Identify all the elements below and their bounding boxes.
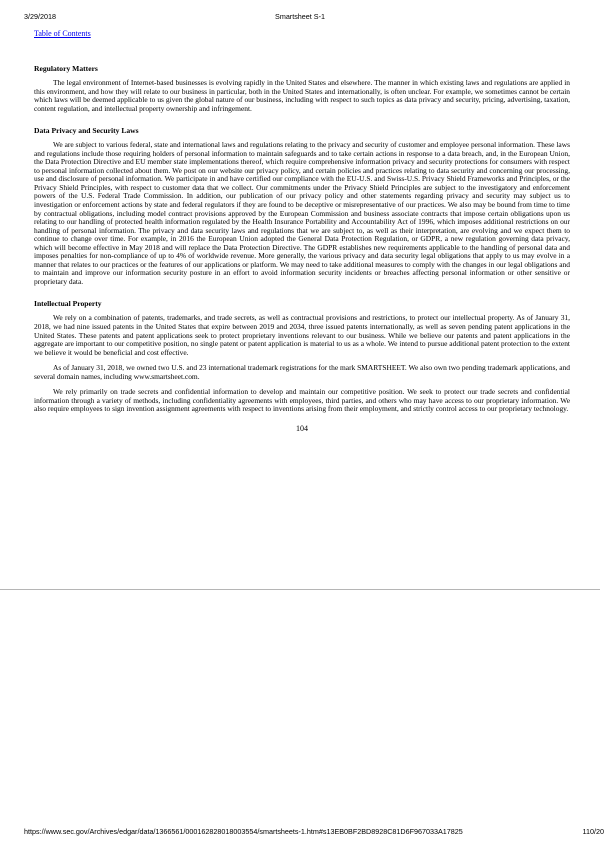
document-title: Smartsheet S-1 bbox=[275, 12, 325, 21]
paragraph: We rely primarily on trade secrets and confidential information to develop and maintain our competitive position. We seek to protect our trade secrets and confidential information through a variety of methods, including confidentiality agreements with employees, third parties, and others who may have access to our proprietary information. We also require employees to sign invention assignment agreements with respect to inventions arising from their employment, and strictly control access to our proprietary technology. bbox=[34, 387, 570, 414]
paragraph: As of January 31, 2018, we owned two U.S. and 23 international trademark registrations for the mark SMARTSHEET. We also own two pending trademark applications, and several domain names, including www.smartsheet.com. bbox=[34, 363, 570, 381]
table-of-contents-link[interactable]: Table of Contents bbox=[34, 29, 91, 38]
page-divider bbox=[0, 589, 600, 590]
section-heading-data-privacy: Data Privacy and Security Laws bbox=[34, 126, 139, 136]
footer-url: https://www.sec.gov/Archives/edgar/data/1366561/000162828018003554/smartsheets-1.htm#s13EB0BF2BD8928C81D6F967033A17825 bbox=[24, 827, 463, 836]
paragraph: The legal environment of Internet-based businesses is evolving rapidly in the United States and elsewhere. The manner in which existing laws and regulations are applied in this environment, and how they will relate to our business in particular, both in the United States and internationally, is often unclear. For example, we sometimes cannot be certain which laws will be deemed applicable to us given the global nature of our business, including with respect to such topics as data privacy and security, pricing, advertising, taxation, content regulation, and intellectual property ownership and infringement. bbox=[34, 78, 570, 113]
section-heading-regulatory-matters: Regulatory Matters bbox=[34, 64, 98, 73]
print-date: 3/29/2018 bbox=[24, 12, 56, 21]
paragraph: We rely on a combination of patents, trademarks, and trade secrets, as well as contractual provisions and restrictions, to protect our intellectual property. As of January 31, 2018, we had nine issued patents in the United States that expire between 2019 and 2034, three issued patents internationally, as well as seven pending patent applications in the United States. These patents and patent applications seek to protect proprietary inventions relevant to our business. While we believe our patents and patent applications in the aggregate are important to our competitive position, no single patent or patent application is material to us as a whole. We intend to pursue additional patent protection to the extent we believe it would be beneficial and cost effective. bbox=[34, 313, 570, 357]
page-number: 104 bbox=[296, 423, 308, 433]
paragraph: We are subject to various federal, state and international laws and regulations relating to the privacy and security of customer and employee personal information. These laws and regulations include those requiring holders of personal information to maintain safeguards and to take certain actions in response to a data breach, and, in the European Union, the Data Protection Directive and EU member state implementations thereof, which require comprehensive information privacy and security protections for consumers with respect to personal information collected about them. We post on our website our privacy policy, and certain policies and practices relating to data security and concerning our processing, use and disclosure of personal information. We participate in and have certified our compliance with the EU-U.S. and Swiss-U.S. Privacy Shield Frameworks and Principles, or the Privacy Shield Principles, with respect to customer data that we collect. Our commitments under the Privacy Shield Principles are subject to the investigatory and enforcement powers of the U.S. Federal Trade Commission. In addition, our publication of our privacy policy and other statements regarding privacy and security may subject us to investigation or enforcement actions by state and federal regulators if they are found to be deceptive or misrepresentative of our practices. We also may be bound from time to time by contractual obligations, including model contract provisions approved by the European Commission and business associate contracts that impose certain obligations upon us relating to our handling of protected health information regulated by the Health Insurance Portability and Accountability Act of 1996, which imposes additional restrictions on our handling of personal information. The privacy and data security laws and regulations that we are subject to, as well as their interpretation, are evolving and we expect them to continue to change over time. For example, in 2016 the European Union adopted the General Data Protection Regulation, or GDPR, a new regulation governing data privacy, which will become effective in May 2018 and will replace the Data Protection Directive. The GDPR establishes new requirements applicable to the handling of personal data and imposes penalties for non-compliance of up to 4% of worldwide revenue. More generally, the various privacy and data security legal obligations that apply to us may evolve in a manner that relates to our practices or the features of our applications or platform. We may need to take additional measures to comply with the changes in our legal obligations and to maintain and improve our information security posture in an effort to avoid information security incidents or breaches affecting personal information or other sensitive or proprietary data. bbox=[34, 140, 570, 286]
footer-page-count: 110/20 bbox=[582, 827, 604, 836]
document-body bbox=[34, 51, 570, 434]
section-heading-intellectual-property: Intellectual Property bbox=[34, 299, 102, 309]
